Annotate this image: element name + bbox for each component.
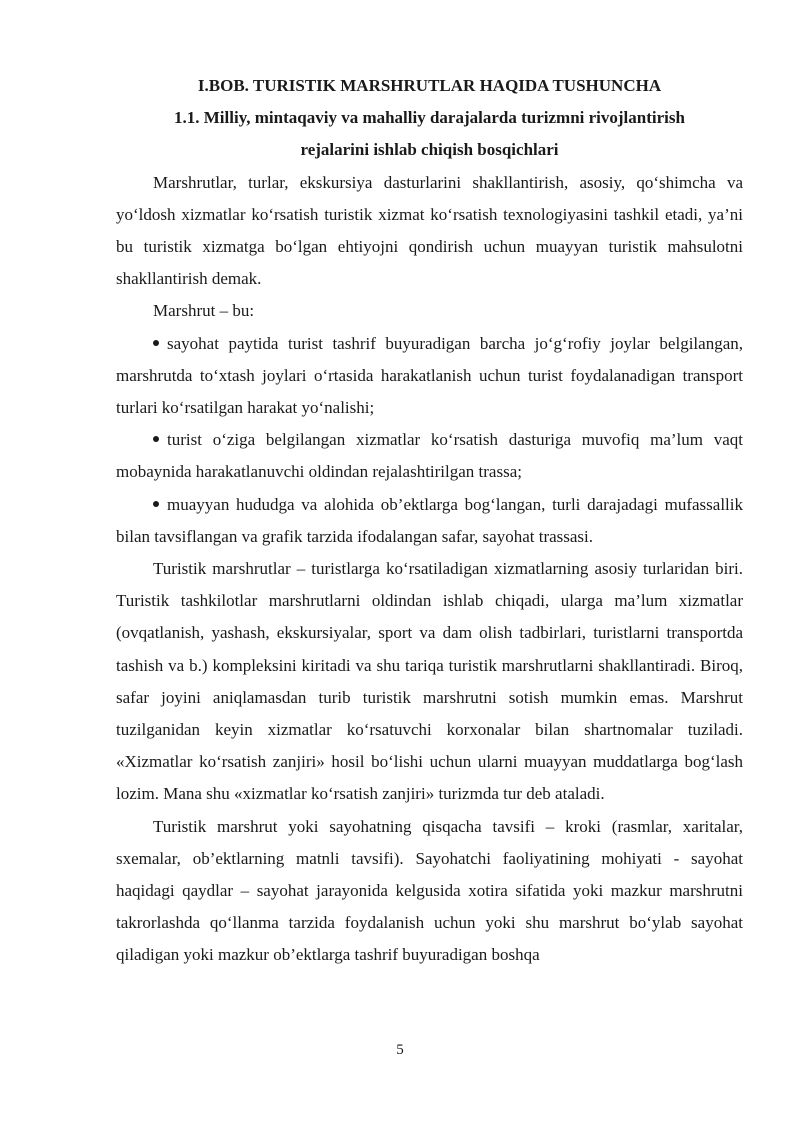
paragraph-turistik-marshrutlar: Turistik marshrutlar – turistlarga ko‘rsatiladigan xizmatlarning asosiy turlaridan biri. Turistik tashkilotlar marshrutlarni oldindan ishlab chiqadi, ularga ma’lum xizmatlar (ovqatlanish, yashash, ekskursiyalar, sport va dam olish tadbirlari, turistlarni transportda tashish va b.) kompleksini kiritadi va shu tariqa turistik marshrutlarni shakllantiradi. Biroq, safar joyini aniqlamasdan turib turistik marshrutni sotish mumkin emas. Marshrut tuzilganidan keyin xizmatlar ko‘rsatuvchi korxonalar bilan shartnomalar tuziladi. «Xizmatlar ko‘rsatish zanjiri» hosil bo‘lishi uchun ularni muayyan muddatlarga bog‘lash lozim. Mana shu «xizmatlar ko‘rsatish zanjiri» turizmda tur deb ataladi. xyxy=(116,559,743,804)
paragraph-kroki: Turistik marshrut yoki sayohatning qisqacha tavsifi – kroki (rasmlar, xaritalar, sxemalar, ob’ektlarning matnli tavsifi). Sayohatchi faoliyatining mohiyati - sayohat haqidagi qaydlar – sayohat jarayonida kelgusida xotira sifatida yoki mazkur marshrutni takrorlashda qo‘llanma tarzida foydalanish uchun yoki shu marshrut bo‘ylab sayohat qiladigan yoki mazkur ob’ektlarga tashrif buyuradigan boshqa xyxy=(116,816,743,965)
bullet-item-text: muayyan hududga va alohida ob’ektlarga bog‘langan, turli darajadagi mufassallik bilan tavsiflangan va grafik tarzida ifodalangan safar, sayohat trassasi. xyxy=(116,494,743,546)
bullet-icon xyxy=(153,340,159,346)
bullet-item-1 xyxy=(116,328,743,425)
paragraph-definition-lead: Marshrut – bu: xyxy=(153,301,255,321)
bullet-icon xyxy=(153,436,159,442)
bullet-item-text: turist o‘ziga belgilangan xizmatlar ko‘rsatish dasturiga muvofiq ma’lum vaqt mobaynida harakatlanuvchi oldindan rejalashtirilgan trassa; xyxy=(116,430,743,482)
chapter-title: I.BOB. TURISTIK MARSHRUTLAR HAQIDA TUSHUNCHA xyxy=(197,76,662,95)
bullet-icon xyxy=(153,501,159,507)
paragraph-intro: Marshrutlar, turlar, ekskursiya dasturlarini shakllantirish, asosiy, qo‘shimcha va yo‘ldosh xizmatlar ko‘rsatish turistik xizmat ko‘rsatish texnologiyasini tashkil etadi, ya’ni bu turistik xizmatga bo‘lgan ehtiyojni qondirish uchun muayyan turistik mahsulotni shakllantirish demak. xyxy=(116,172,743,289)
section-title-line-2: rejalarini ishlab chiqish bosqichlari xyxy=(300,140,559,160)
bullet-item-3 xyxy=(116,489,743,553)
section-title-line-1: 1.1. Milliy, mintaqaviy va mahalliy darajalarda turizmni rivojlantirish xyxy=(174,108,685,128)
page-number: 5 xyxy=(396,1042,404,1058)
bullet-item-text: sayohat paytida turist tashrif buyuradigan barcha jo‘g‘rofiy joylar belgilangan, marshrutda to‘xtash joylari o‘rtasida harakatlanish uchun turist foydalanadigan transport turlari ko‘rsatilgan harakat yo‘nalishi; xyxy=(116,333,743,418)
bullet-item-2 xyxy=(116,424,743,488)
page-body xyxy=(116,70,743,972)
